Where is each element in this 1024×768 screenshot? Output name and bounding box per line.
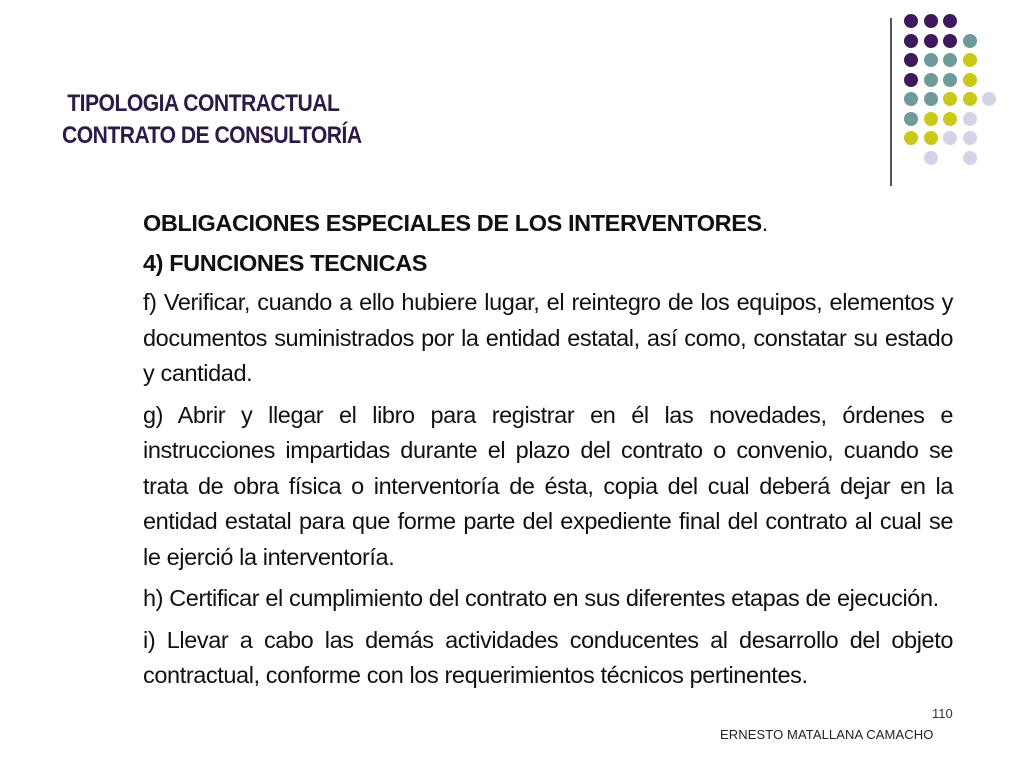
paragraph-f: f) Verificar, cuando a ello hubiere lugar, el reintegro de los equipos, elementos y documentos suministrados por la entidad estatal, así como, constatar su estado y cantidad. (143, 289, 953, 386)
decorative-dot-grid (904, 14, 1014, 164)
decorative-dot (943, 53, 957, 67)
decorative-dot (904, 73, 918, 87)
title-line-1: TIPOLOGIA CONTRACTUAL (67, 90, 340, 117)
decorative-dot (963, 34, 977, 48)
paragraph-g: g) Abrir y llegar el libro para registrar en él las novedades, órdenes e instrucciones impartidas durante el plazo del contrato o convenio, cuando se trata de obra física o interventoría de ésta, copia del cual deberá dejar en la entidad estatal para que forme parte del expediente final del contrato al cual se le ejerció la interventoría. (143, 401, 953, 570)
page-number: 110 (932, 706, 953, 721)
decorative-dot (963, 53, 977, 67)
decorative-dot (963, 131, 977, 145)
decorative-dot (904, 112, 918, 126)
decorative-dot (924, 53, 938, 67)
section-heading (143, 206, 953, 242)
section-heading-text: OBLIGACIONES ESPECIALES DE LOS INTERVENTORES (143, 210, 762, 236)
decorative-dot (943, 131, 957, 145)
paragraph-h: h) Certificar el cumplimiento del contrato en sus diferentes etapas de ejecución. (143, 585, 939, 611)
section-heading-period: . (761, 210, 768, 236)
decorative-dot (924, 92, 938, 106)
decorative-dot (924, 151, 938, 165)
subsection-heading: 4) FUNCIONES TECNICAS (143, 249, 428, 276)
slide-body (143, 206, 953, 700)
decorative-dot (904, 92, 918, 106)
title-line-2: CONTRATO DE CONSULTORÍA (62, 122, 362, 149)
footer-author: ERNESTO MATALLANA CAMACHO (720, 727, 934, 742)
decorative-dot (924, 131, 938, 145)
decorative-dot (943, 73, 957, 87)
decorative-dot (963, 73, 977, 87)
decorative-dot (904, 14, 918, 28)
decorative-dot (982, 92, 996, 106)
decorative-dot (963, 151, 977, 165)
decorative-dot (943, 112, 957, 126)
decorative-dot (943, 92, 957, 106)
decorative-dot (924, 112, 938, 126)
decorative-dot (943, 34, 957, 48)
vertical-divider (890, 18, 892, 186)
slide-title (62, 88, 432, 152)
decorative-dot (943, 14, 957, 28)
decorative-dot (924, 73, 938, 87)
decorative-dot (904, 131, 918, 145)
decorative-dot (904, 53, 918, 67)
decorative-dot (963, 92, 977, 106)
paragraph-i: i) Llevar a cabo las demás actividades conducentes al desarrollo del objeto contractual, conforme con los requerimientos técnicos pertinentes. (143, 626, 953, 688)
decorative-dot (924, 34, 938, 48)
decorative-dot (924, 14, 938, 28)
decorative-dot (904, 34, 918, 48)
decorative-dot (963, 112, 977, 126)
